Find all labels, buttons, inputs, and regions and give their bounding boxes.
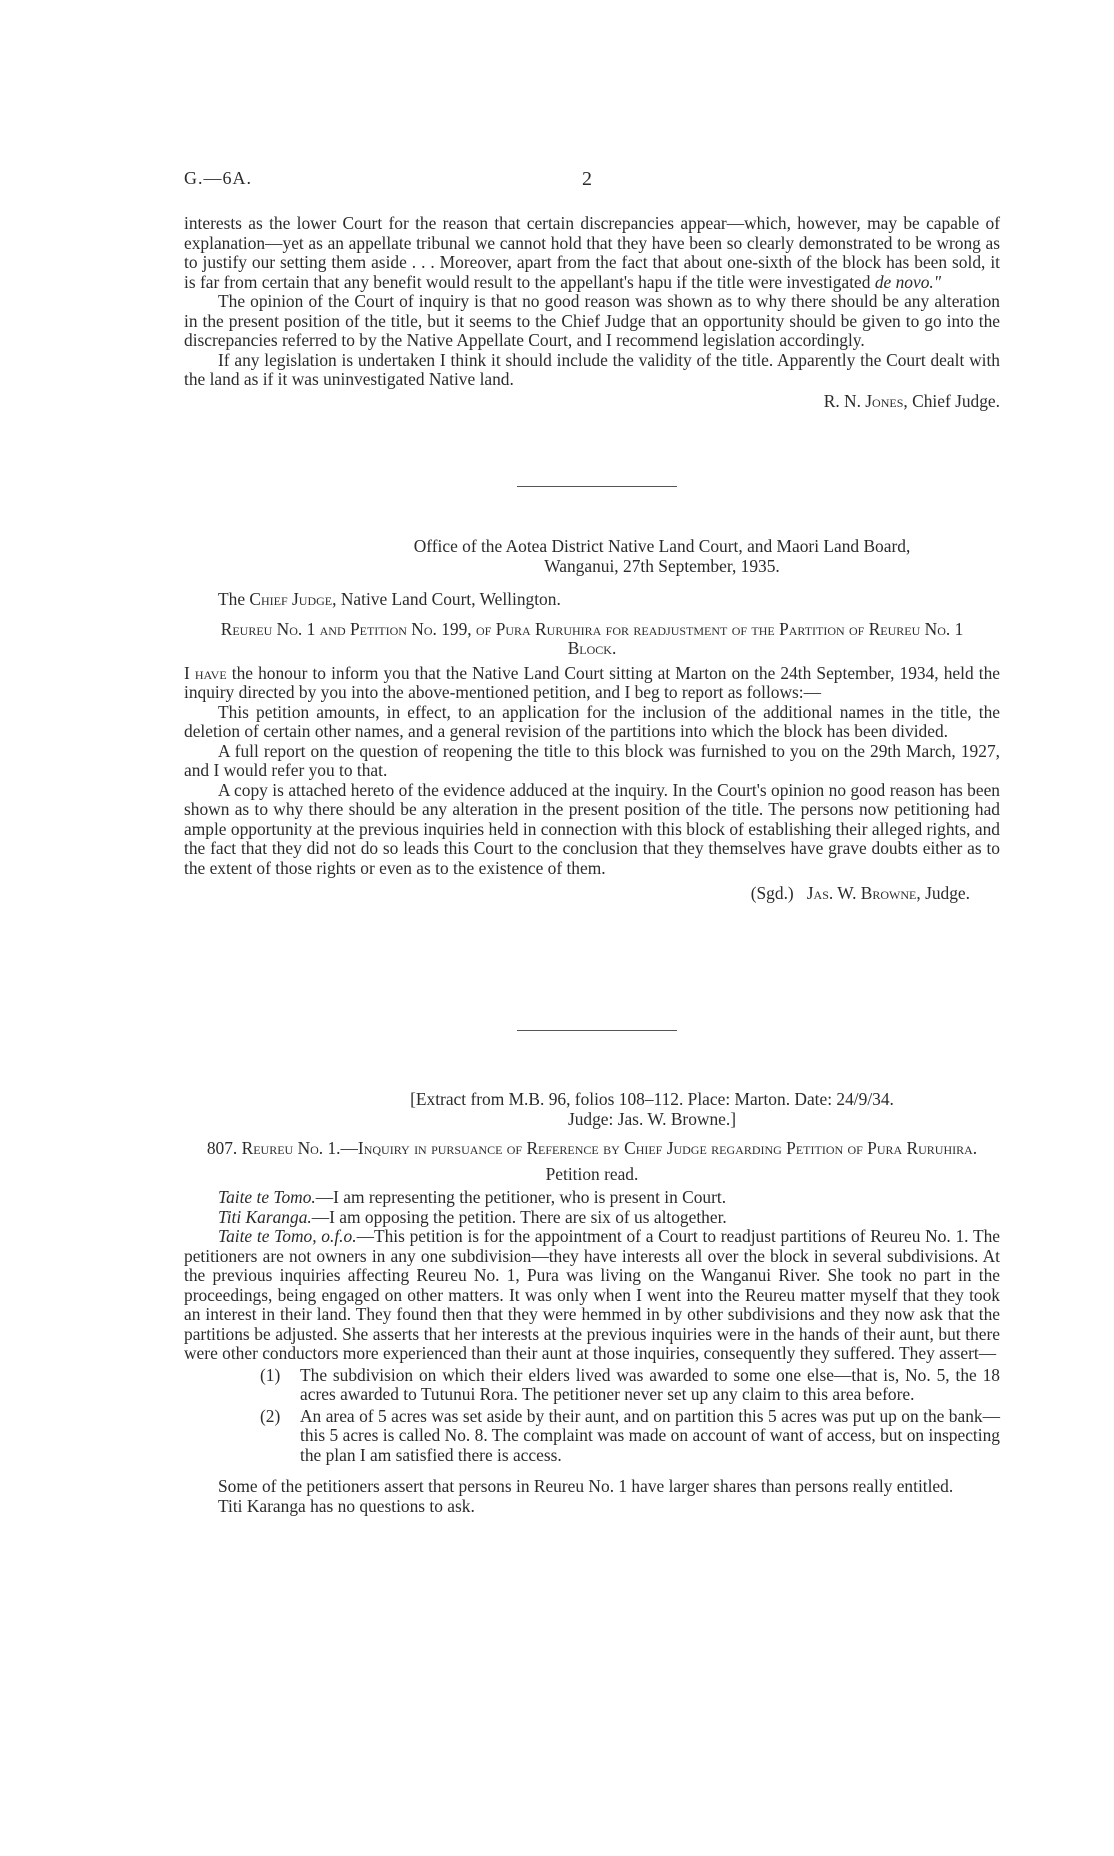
list-item bbox=[184, 1366, 1000, 1405]
signature: R. N. Jones, Chief Judge. bbox=[823, 390, 1000, 411]
office-address bbox=[184, 537, 1000, 576]
list-item-number: (2) bbox=[260, 1405, 281, 1426]
petition-read: Petition read. bbox=[545, 1163, 639, 1184]
office-line-2: Wanganui, 27th September, 1935. bbox=[544, 555, 780, 576]
minute-heading: 807. Reureu No. 1.—Inquiry in pursuance of Reference by Chief Judge regarding Petition of Pura Ruruhira. bbox=[206, 1138, 978, 1158]
page-number: 2 bbox=[582, 168, 592, 190]
paragraph: The opinion of the Court of inquiry is that no good reason was shown as to why there should be any alteration in the present position of the title, but it seems to the Chief Judge that an opportunity should be given to go into the discrepancies referred to by the Native Appellate Court, and I recommend legislation accordingly. bbox=[184, 291, 1000, 350]
list-item bbox=[184, 1407, 1000, 1466]
testimony: Taite te Tomo.—I am representing the petitioner, who is present in Court. bbox=[218, 1187, 727, 1207]
office-line-1: Office of the Aotea District Native Land Court, and Maori Land Board, bbox=[413, 536, 911, 556]
document-reference: G.—6A. bbox=[184, 168, 252, 188]
list-item-text: The subdivision on which their elders lived was awarded to some one else—that is, No. 5, the 18 acres awarded to Tutunui Rora. The petitioner never set up any claim to this area before. bbox=[300, 1364, 1000, 1404]
section-divider bbox=[517, 1030, 677, 1031]
testimony: Titi Karanga.—I am opposing the petition. There are six of us altogether. bbox=[218, 1206, 727, 1227]
list-item-text: An area of 5 acres was set aside by their aunt, and on partition this 5 acres was put up on the bank—this 5 acres is called No. 8. The complaint was made on account of want of access, but on inspecting the plan I am satisfied there is access. bbox=[300, 1405, 1000, 1465]
speaker-name: Taite te Tomo, o.f.o. bbox=[218, 1226, 357, 1246]
paragraph: Some of the petitioners assert that persons in Reureu No. 1 have larger shares than persons really entitled. bbox=[218, 1476, 954, 1496]
speaker-name: Titi Karanga. bbox=[218, 1206, 312, 1227]
section-divider bbox=[517, 486, 677, 487]
testimony: Taite te Tomo, o.f.o.—This petition is for the appointment of a Court to readjust partitions of Reureu No. 1. The petitioners are not owners in any one subdivision—they have interests all over the block in several subdivisions. At the previous inquiries affecting Reureu No. 1, Pura was living on the Wanganui River. She took no part in the proceedings, being engaged on other matters. It was only when I went into the Reureu matter myself that they took an interest in their land. They found then that they were hemmed in by other subdivisions and they now ask that the partitions be adjusted. She asserts that her interests at the previous inquiries were in the hands of their aunt, but there were other conductors more experienced than their aunt at those inquiries, consequently they suffered. They assert— bbox=[184, 1226, 1000, 1363]
paragraph: A copy is attached hereto of the evidence adduced at the inquiry. In the Court's opinion no good reason has been shown as to why there should be any alteration in the present position of the title. The persons now petitioning had ample opportunity at the previous inquiries held in connection with this block of establishing their alleged rights, and the fact that they did not do so leads this Court to the conclusion that they themselves have grave doubts either as to the extent of those rights or even as to the existence of them. bbox=[184, 779, 1000, 878]
speaker-name: Taite te Tomo. bbox=[218, 1187, 316, 1207]
paragraph: Titi Karanga has no questions to ask. bbox=[218, 1495, 475, 1516]
paragraph: A full report on the question of reopening the title to this block was furnished to you on the 29th March, 1927, and I would refer you to that. bbox=[184, 740, 1000, 780]
addressee: The Chief Judge, Native Land Court, Wellington. bbox=[218, 589, 561, 609]
paragraph: I have the honour to inform you that the Native Land Court sitting at Marton on the 24th September, 1934, held the inquiry directed by you into the above-mentioned petition, and I beg to report as follows:— bbox=[184, 662, 1000, 702]
page-header bbox=[184, 168, 1044, 196]
paragraph: This petition amounts, in effect, to an application for the inclusion of the additional names in the title, the deletion of certain other names, and a general revision of the partitions into which the block has been divided. bbox=[184, 701, 1000, 741]
latin-phrase: de novo." bbox=[874, 271, 942, 292]
signature: (Sgd.) Jas. W. Browne, Judge. bbox=[750, 883, 970, 903]
section-judge-report bbox=[184, 537, 1000, 904]
paragraph: If any legislation is undertaken I think it should include the validity of the title. Apparently the Court dealt with the land as if it was uninvestigated Native land. bbox=[184, 349, 1000, 389]
section-chief-judge-report bbox=[184, 214, 1000, 411]
paragraph: interests as the lower Court for the reason that certain discrepancies appear—which, however, may be capable of explanation—yet as an appellate tribunal we cannot hold that they have been so clearly demonstrated to be wrong as to justify our setting them aside . . . Moreover, apart from the fact that about one-sixth of the block has been sold, it is far from certain that any benefit would result to the appellant's hapu if the title were investigated de novo." bbox=[184, 213, 1000, 292]
numbered-list bbox=[184, 1366, 1000, 1466]
list-item-number: (1) bbox=[260, 1364, 281, 1385]
extract-reference: [Extract from M.B. 96, folios 108–112. Place: Marton. Date: 24/9/34. Judge: Jas. W. Browne.] bbox=[410, 1089, 894, 1129]
section-minute-book-extract bbox=[184, 1090, 1000, 1516]
subject-heading: Reureu No. 1 and Petition No. 199, of Pura Ruruhira for readjustment of the Partition of Reureu No. 1 Block. bbox=[220, 618, 964, 658]
